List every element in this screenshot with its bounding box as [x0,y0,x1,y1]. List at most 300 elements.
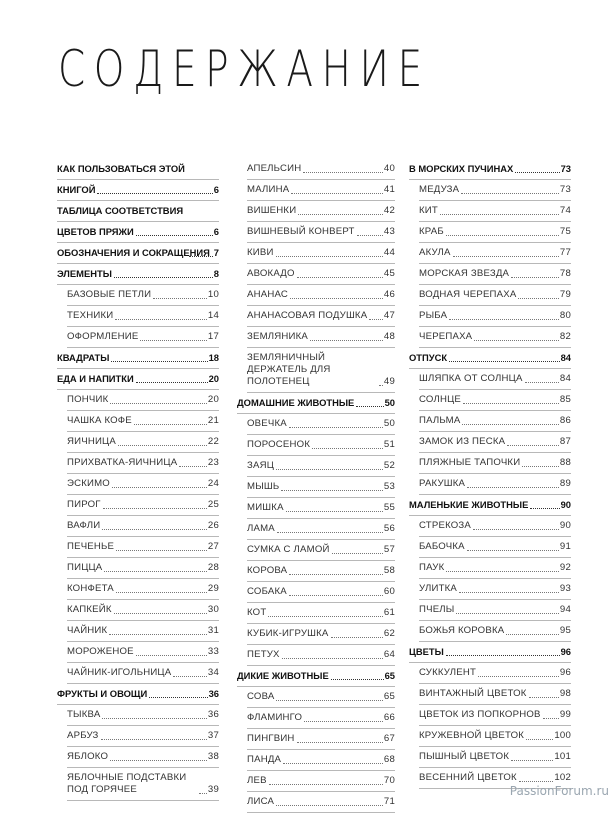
toc-leader-dots [467,486,559,488]
toc-entry [237,264,395,285]
toc-page-number: 90 [560,499,571,510]
toc-entry [409,600,571,621]
toc-page-number: 28 [207,562,219,573]
toc-leader-dots [332,552,383,554]
toc-entry [237,729,395,750]
toc-page-number: 36 [208,688,219,699]
toc-leader-dots [511,276,559,278]
toc-page-number: 55 [383,502,395,513]
toc-entry-label: ОТПУСК [409,352,448,363]
toc-entry-label: ВАФЛИ [67,520,101,531]
toc-entry [57,411,219,432]
toc-page-number: 84 [560,352,571,363]
toc-entry-label: ЧАШКА КОФЕ [67,415,132,426]
toc-page-number: 38 [207,751,219,762]
toc-leader-dots [118,444,207,446]
toc-page-number: 91 [559,541,571,552]
toc-entry-label: ФЛАМИНГО [247,712,303,723]
toc-page-number: 17 [207,331,219,342]
toc-page-number: 101 [554,751,571,762]
toc-entry-label: ДОМАШНИЕ ЖИВОТНЫЕ [237,397,355,408]
toc-entry-label: ОБОЗНАЧЕНИЯ И СОКРАЩЕНИЯ [57,247,210,258]
toc-entry [237,285,395,306]
toc-section-entry [57,180,219,201]
toc-leader-dots [276,804,383,806]
toc-page-number: 87 [559,436,571,447]
toc-entry [57,600,219,621]
toc-entry-label: ЧЕРЕПАХА [419,331,473,342]
toc-page-number: 18 [208,352,219,363]
toc-page-number: 44 [383,247,395,258]
toc-entry-label: ВИНТАЖНЫЙ ЦВЕТОК [419,688,527,699]
toc-entry-label: ДИКИЕ ЖИВОТНЫЕ [237,670,329,681]
toc-entry [57,768,219,801]
toc-entry-label: ПРИХВАТКА-ЯИЧНИЦА [67,457,178,468]
toc-leader-dots [136,654,207,656]
toc-page-number: 48 [383,331,395,342]
toc-page-number: 42 [383,205,395,216]
toc-leader-dots [101,738,207,740]
toc-page-number: 96 [560,646,571,657]
toc-entry-label: В МОРСКИХ ПУЧИНАХ [409,163,514,174]
toc-section-entry [409,159,571,180]
toc-page-number: 37 [207,730,219,741]
toc-leader-dots [289,594,383,596]
toc-entry-label: МОРОЖЕНОЕ [67,646,134,657]
toc-leader-dots [179,465,207,467]
toc-page-number: 36 [207,709,219,720]
toc-page-number: 33 [207,646,219,657]
toc-leader-dots [276,255,383,257]
toc-leader-dots [446,570,559,572]
toc-leader-dots [461,192,559,194]
toc-entry [409,327,571,348]
toc-leader-dots [189,255,213,257]
toc-section-entry [409,495,571,516]
toc-leader-dots [173,675,207,677]
toc-leader-dots [478,675,559,677]
toc-entry-label: ПЛЯЖНЫЕ ТАПОЧКИ [419,457,521,468]
toc-entry-label: ЗЕМЛЯНИЧНЫЙ ДЕРЖАТЕЛЬ ДЛЯ ПОЛОТЕНЕЦ [247,352,331,387]
toc-entry [57,390,219,411]
toc-page-number: 6 [213,226,219,237]
toc-entry-label: ОВЕЧКА [247,418,287,429]
toc-entry-label: АКУЛА [419,247,451,258]
toc-entry-label: ПИЦЦА [67,562,103,573]
toc-entry [409,726,571,747]
toc-entry [409,453,571,474]
toc-page-number: 40 [383,163,395,174]
toc-entry-label: ТЫКВА [67,709,101,720]
toc-leader-dots [331,636,383,638]
toc-page-number: 22 [207,436,219,447]
toc-leader-dots [115,318,207,320]
toc-entry-label: ЕДА И НАПИТКИ [57,373,134,384]
toc-entry-label: ЗАЯЦ [247,460,275,471]
toc-leader-dots [515,171,559,173]
toc-leader-dots [286,510,383,512]
toc-entry-label: ЧАЙНИК [67,625,108,636]
toc-entry [237,498,395,519]
toc-page-number: 7 [213,247,219,258]
toc-page-number: 80 [559,310,571,321]
toc-leader-dots [456,612,558,614]
toc-entry [409,264,571,285]
toc-page-number: 51 [383,439,395,450]
toc-entry-label: МЕДУЗА [419,184,460,195]
toc-entry-label: ФРУКТЫ И ОВОЩИ [57,688,148,699]
toc-leader-dots [473,528,559,530]
toc-entry [409,474,571,495]
toc-section-entry [57,201,219,222]
toc-leader-dots [268,615,383,617]
toc-leader-dots [518,297,558,299]
toc-entry-label: МОРСКАЯ ЗВЕЗДА [419,268,510,279]
toc-leader-dots [277,531,383,533]
toc-entry [57,327,219,348]
toc-entry-label: МАЛИНА [247,184,290,195]
toc-entry [57,663,219,684]
toc-page-number: 100 [554,730,571,741]
toc-section-entry [57,684,219,705]
toc-entry [57,558,219,579]
watermark: PassionForum.ru [509,784,609,798]
toc-leader-dots [116,591,207,593]
toc-leader-dots [474,339,559,341]
toc-leader-dots [297,741,383,743]
toc-entry-label: ТЕХНИКИ [67,310,114,321]
toc-entry [237,624,395,645]
toc-page-number: 68 [383,754,395,765]
toc-leader-dots [114,276,213,278]
toc-page-number: 89 [559,478,571,489]
toc-section-entry [57,348,219,369]
toc-entry [237,414,395,435]
toc-entry-label: КИТ [419,205,438,216]
toc-leader-dots [530,507,559,509]
toc-page-number: 62 [383,628,395,639]
toc-page-number: 99 [559,709,571,720]
toc-entry [409,747,571,768]
toc-page-number: 61 [383,607,395,618]
toc-page-number: 31 [207,625,219,636]
toc-leader-dots [276,468,383,470]
toc-leader-dots [506,633,559,635]
toc-entry-label: СОЛНЦЕ [419,394,461,405]
toc-column-1 [57,159,219,801]
toc-entry-label: ШЛЯПКА ОТ СОЛНЦА [419,373,523,384]
toc-entry-label: ЛАМА [247,523,275,534]
toc-page-number: 75 [559,226,571,237]
toc-leader-dots [369,318,383,320]
toc-page-number: 34 [207,667,219,678]
toc-entry [237,306,395,327]
toc-page-number: 49 [383,376,395,387]
toc-entry-label: ПОНЧИК [67,394,109,405]
toc-entry-label: СУМКА С ЛАМОЙ [247,544,330,555]
toc-page-number: 79 [559,289,571,300]
toc-page-number: 60 [383,586,395,597]
toc-page-number: 66 [383,712,395,723]
toc-page-number: 90 [559,520,571,531]
toc-entry [57,306,219,327]
toc-page-number: 94 [559,604,571,615]
toc-leader-dots [440,213,559,215]
toc-entry [409,579,571,600]
toc-leader-dots [153,297,207,299]
toc-entry [237,519,395,540]
toc-leader-dots [114,612,207,614]
toc-entry [57,726,219,747]
toc-entry-label: ПИНГВИН [247,733,295,744]
toc-leader-dots [446,654,560,656]
toc-leader-dots [312,447,383,449]
toc-page-number: 65 [383,691,395,702]
toc-entry [409,369,571,390]
toc-leader-dots [463,402,559,404]
toc-entry [57,495,219,516]
toc-entry [409,243,571,264]
toc-page-number: 73 [560,163,571,174]
toc-page-number: 25 [207,499,219,510]
toc-page-number: 85 [559,394,571,405]
toc-entry [237,435,395,456]
toc-column-2 [237,159,395,813]
toc-page-number: 21 [207,415,219,426]
toc-section-entry [237,393,395,414]
toc-entry-label: РАКУШКА [419,478,466,489]
toc-entry-label: ЯБЛОКО [67,751,109,762]
toc-entry [237,708,395,729]
toc-entry-label: ЛЕВ [247,775,267,786]
toc-page-number: 8 [213,268,219,279]
toc-entry [237,687,395,708]
toc-page-number: 95 [559,625,571,636]
toc-entry-label: КВАДРАТЫ [57,352,110,363]
toc-entry [237,750,395,771]
toc-leader-dots [459,591,559,593]
toc-entry-label: КИВИ [247,247,274,258]
toc-page-number: 50 [384,397,395,408]
toc-entry-label: ПАУК [419,562,445,573]
toc-entry [57,747,219,768]
toc-page-number: 96 [559,667,571,678]
page-title: СОДЕРЖАНИЕ [58,40,431,98]
toc-entry [409,201,571,222]
toc-page-number: 20 [208,373,219,384]
toc-leader-dots [97,192,212,194]
toc-entry [237,771,395,792]
toc-entry-label: ЦВЕТЫ [409,646,444,657]
toc-page-number: 74 [559,205,571,216]
toc-entry-label: МИШКА [247,502,284,513]
toc-entry-label: АНАНАСОВАЯ ПОДУШКА [247,310,368,321]
toc-entry-label: ЯБЛОЧНЫЕ ПОДСТАВКИ ПОД ГОРЯЧЕЕ [67,772,187,795]
toc-entry-label: СОБАКА [247,586,287,597]
toc-entry-label: ЗАМОК ИЗ ПЕСКА [419,436,506,447]
toc-entry-label: КОРОВА [247,565,288,576]
toc-entry-label: ОФОРМЛЕНИЕ [67,331,139,342]
toc-leader-dots [453,255,559,257]
toc-leader-dots [529,696,559,698]
toc-page-number: 52 [383,460,395,471]
toc-leader-dots [526,738,553,740]
toc-page-number: 56 [383,523,395,534]
toc-page-number: 84 [559,373,571,384]
toc-page-number: 92 [559,562,571,573]
toc-leader-dots [282,657,383,659]
toc-entry-label: МАЛЕНЬКИЕ ЖИВОТНЫЕ [409,499,529,510]
toc-entry [409,222,571,243]
toc-leader-dots [112,486,207,488]
toc-entry [409,537,571,558]
toc-entry-label: ТАБЛИЦА СООТВЕТСТВИЯ [57,205,184,216]
toc-entry [409,180,571,201]
toc-entry [237,792,395,813]
toc-entry-label: ВИШНЕВЫЙ КОНВЕРТ [247,226,355,237]
toc-leader-dots [449,318,559,320]
toc-entry-label: ВЕСЕННИЙ ЦВЕТОК [419,772,517,783]
toc-page-number: 10 [207,289,219,300]
toc-entry [237,456,395,477]
toc-page-number: 65 [384,670,395,681]
toc-leader-dots [289,426,383,428]
toc-leader-dots [304,720,383,722]
toc-entry-label: РЫБА [419,310,448,321]
toc-entry-label: ЧАЙНИК-ИГОЛЬНИЦА [67,667,172,678]
toc-leader-dots [446,234,559,236]
toc-entry [237,222,395,243]
toc-page-number: 78 [559,268,571,279]
toc-section-entry [57,264,219,285]
toc-leader-dots [136,234,213,236]
toc-entry-label: ПЕЧЕНЬЕ [67,541,115,552]
toc-leader-dots [102,717,207,719]
toc-page-number: 14 [207,310,219,321]
toc-entry-label: ЦВЕТОК ИЗ ПОПКОРНОВ [419,709,541,720]
toc-leader-dots [356,405,383,407]
toc-leader-dots [519,780,554,782]
toc-entry [237,477,395,498]
toc-leader-dots [103,507,207,509]
toc-entry-label: КОНФЕТА [67,583,114,594]
toc-leader-dots [104,570,207,572]
toc-entry [57,474,219,495]
toc-entry [57,453,219,474]
toc-entry [237,603,395,624]
toc-entry-label: КНИГОЙ [57,184,96,195]
toc-section-entry [237,666,395,687]
toc-page-number: 43 [383,226,395,237]
toc-entry-label: ПЕТУХ [247,649,280,660]
toc-leader-dots [116,549,207,551]
toc-page-number: 6 [213,184,219,195]
toc-entry-label: АНАНАС [247,289,288,300]
toc-leader-dots [110,402,207,404]
toc-entry [57,432,219,453]
toc-entry-label: ВИШЕНКИ [247,205,297,216]
toc-entry-label: КУБИК-ИГРУШКА [247,628,329,639]
toc-entry-label: КОТ [247,607,267,618]
toc-page-number: 86 [559,415,571,426]
toc-page-number: 88 [559,457,571,468]
toc-leader-dots [467,549,559,551]
toc-entry [409,558,571,579]
toc-section-entry [57,159,219,180]
toc-entry [237,561,395,582]
toc-entry-label: СТРЕКОЗА [419,520,472,531]
toc-page-number: 64 [383,649,395,660]
toc-entry [237,180,395,201]
toc-entry-label: КАПКЕЙК [67,604,112,615]
toc-entry-label: ЭЛЕМЕНТЫ [57,268,112,279]
toc-page-number: 45 [383,268,395,279]
toc-page-number: 98 [559,688,571,699]
toc-entry-label: ВОДНАЯ ЧЕРЕПАХА [419,289,517,300]
toc-entry-label: БОЖЬЯ КОРОВКА [419,625,505,636]
toc-entry [409,306,571,327]
toc-page-number: 39 [207,784,219,795]
toc-entry [57,642,219,663]
toc-leader-dots [199,792,207,794]
toc-entry [237,201,395,222]
toc-leader-dots [525,381,559,383]
toc-leader-dots [289,573,383,575]
toc-section-entry [409,348,571,369]
toc-leader-dots [111,360,207,362]
toc-entry-label: ЦВЕТОВ ПРЯЖИ [57,226,134,237]
toc-leader-dots [269,783,383,785]
toc-page-number: 71 [383,796,395,807]
toc-entry [57,579,219,600]
toc-entry-label: МЫШЬ [247,481,280,492]
toc-page-number: 20 [207,394,219,405]
toc-leader-dots [134,423,207,425]
toc-page-number: 93 [559,583,571,594]
toc-entry [409,285,571,306]
toc-section-entry [57,369,219,390]
toc-page-number: 53 [383,481,395,492]
toc-leader-dots [462,423,558,425]
toc-entry [409,411,571,432]
toc-entry-label: ПАЛЬМА [419,415,461,426]
toc-leader-dots [276,699,382,701]
toc-page-number: 77 [559,247,571,258]
toc-page-number: 29 [207,583,219,594]
toc-section-entry [409,642,571,663]
toc-entry [237,243,395,264]
toc-leader-dots [140,339,207,341]
toc-entry [409,621,571,642]
toc-entry-label: КРАБ [419,226,444,237]
toc-entry-label: АПЕЛЬСИН [247,163,302,174]
toc-entry [409,705,571,726]
toc-leader-dots [281,489,383,491]
toc-entry-label: УЛИТКА [419,583,458,594]
toc-entry [237,582,395,603]
toc-entry [57,537,219,558]
toc-page-number: 27 [207,541,219,552]
toc-page-number: 26 [207,520,219,531]
toc-section-entry [57,243,219,264]
toc-leader-dots [511,759,553,761]
toc-entry-label: СОВА [247,691,275,702]
toc-entry [409,663,571,684]
toc-leader-dots [136,381,208,383]
toc-page-number: 58 [383,565,395,576]
toc-page-number: 70 [383,775,395,786]
toc-entry-label: ПИРОГ [67,499,101,510]
